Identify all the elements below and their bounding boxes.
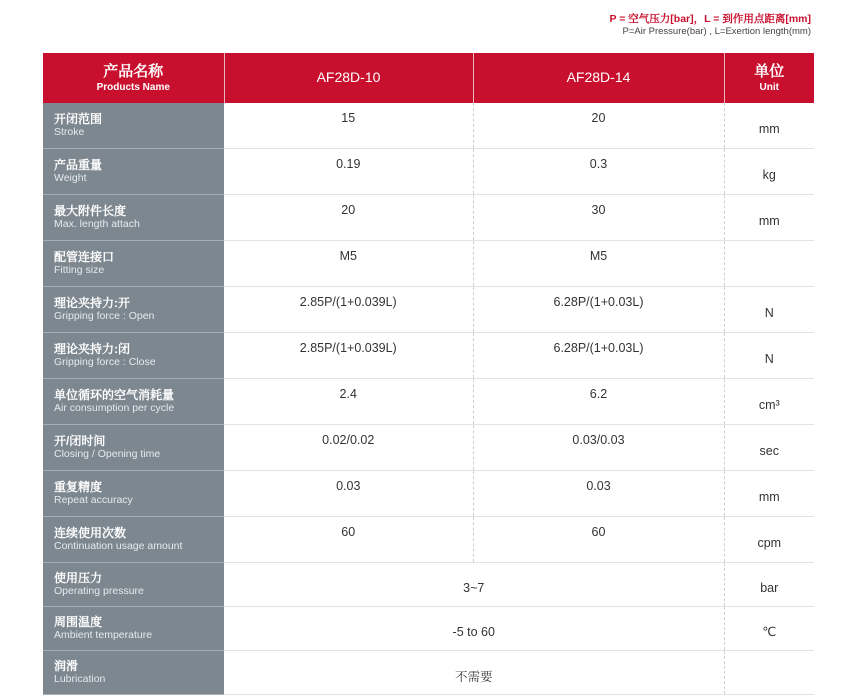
row-label-zh: 使用压力: [54, 571, 103, 585]
formula-note: [610, 13, 811, 38]
row-label-zh: 开闭范围: [54, 112, 103, 126]
row-unit: mm: [724, 195, 814, 241]
row-value-model-1: 60: [224, 517, 473, 563]
table-header-row: [43, 53, 814, 103]
row-value-model-2: 6.2: [473, 379, 724, 425]
row-label-en: Gripping force : Open: [54, 310, 155, 322]
row-unit: sec: [724, 425, 814, 471]
table-row: [43, 241, 814, 287]
row-unit: N: [724, 333, 814, 379]
row-value-shared: 3~7: [224, 563, 724, 607]
row-value-model-2: 0.03/0.03: [473, 425, 724, 471]
row-label-en: Air consumption per cycle: [54, 402, 175, 414]
row-label-zh: 理论夹持力:闭: [54, 342, 130, 356]
row-value-shared: 不需要: [224, 651, 724, 695]
row-label-en: Weight: [54, 172, 87, 184]
row-label-en: Ambient temperature: [54, 629, 153, 641]
row-value-model-2: 6.28P/(1+0.03L): [473, 333, 724, 379]
row-unit: cm³: [724, 379, 814, 425]
row-label: [43, 195, 224, 241]
row-unit: cpm: [724, 517, 814, 563]
row-value-model-2: 0.3: [473, 149, 724, 195]
row-value-model-2: 6.28P/(1+0.03L): [473, 287, 724, 333]
row-label-en: Continuation usage amount: [54, 540, 183, 552]
row-label-en: Lubrication: [54, 673, 106, 685]
row-label: [43, 379, 224, 425]
table-row: [43, 425, 814, 471]
row-label-zh: 润滑: [54, 659, 79, 673]
row-label: [43, 471, 224, 517]
table-row: [43, 333, 814, 379]
header-product-en: Products Name: [96, 81, 170, 93]
row-label-zh: 周围温度: [54, 615, 103, 629]
row-value-model-1: 0.02/0.02: [224, 425, 473, 471]
row-label: [43, 241, 224, 287]
row-label-en: Repeat accuracy: [54, 494, 133, 506]
row-value-model-1: 2.85P/(1+0.039L): [224, 287, 473, 333]
row-unit: [724, 241, 814, 287]
table-row: [43, 149, 814, 195]
table-row: [43, 287, 814, 333]
row-label: [43, 425, 224, 471]
row-value-model-2: 30: [473, 195, 724, 241]
row-unit: N: [724, 287, 814, 333]
header-product-zh: 产品名称: [103, 62, 164, 80]
row-label-zh: 配管连接口: [54, 250, 115, 264]
row-value-model-2: 60: [473, 517, 724, 563]
row-label: [43, 651, 224, 695]
row-label: [43, 287, 224, 333]
row-label: [43, 333, 224, 379]
table-row: [43, 195, 814, 241]
header-unit-zh: 单位: [754, 62, 785, 80]
row-value-model-1: 0.03: [224, 471, 473, 517]
header-model-1: [224, 53, 473, 103]
row-label-zh: 最大附件长度: [54, 204, 127, 218]
header-model-1-label: AF28D-10: [316, 69, 381, 85]
header-unit-en: Unit: [759, 81, 779, 93]
header-product-name: [43, 53, 224, 103]
header-model-2-label: AF28D-14: [566, 69, 631, 85]
row-unit: ℃: [724, 607, 814, 651]
spec-table: [43, 53, 814, 695]
row-value-model-1: 15: [224, 103, 473, 149]
table-row: [43, 379, 814, 425]
table-row: [43, 563, 814, 607]
row-value-model-2: M5: [473, 241, 724, 287]
row-label-en: Stroke: [54, 126, 85, 138]
row-unit: mm: [724, 103, 814, 149]
header-model-2: [473, 53, 724, 103]
header-unit: [724, 53, 814, 103]
row-value-model-1: 2.4: [224, 379, 473, 425]
row-unit: kg: [724, 149, 814, 195]
row-unit: [724, 651, 814, 695]
row-label-en: Max. length attach: [54, 218, 140, 230]
row-value-model-1: 20: [224, 195, 473, 241]
row-label: [43, 517, 224, 563]
row-label-zh: 开/闭时间: [54, 434, 106, 448]
row-unit: mm: [724, 471, 814, 517]
row-label-zh: 产品重量: [54, 158, 103, 172]
row-label-en: Fitting size: [54, 264, 105, 276]
row-value-model-2: 0.03: [473, 471, 724, 517]
row-label-en: Operating pressure: [54, 585, 144, 597]
row-label: [43, 607, 224, 651]
row-label-zh: 理论夹持力:开: [54, 296, 130, 310]
table-row: [43, 471, 814, 517]
row-label-en: Gripping force : Close: [54, 356, 156, 368]
formula-note-en: P=Air Pressure(bar) , L=Exertion length(mm): [622, 26, 811, 38]
row-value-model-1: M5: [224, 241, 473, 287]
row-value-model-2: 20: [473, 103, 724, 149]
row-label-zh: 连续使用次数: [54, 526, 127, 540]
row-value-model-1: 2.85P/(1+0.039L): [224, 333, 473, 379]
table-row: [43, 607, 814, 651]
row-label-en: Closing / Opening time: [54, 448, 161, 460]
row-value-shared: -5 to 60: [224, 607, 724, 651]
row-label: [43, 149, 224, 195]
row-label: [43, 563, 224, 607]
row-value-model-1: 0.19: [224, 149, 473, 195]
row-label-zh: 重复精度: [54, 480, 103, 494]
table-row: [43, 651, 814, 695]
table-row: [43, 517, 814, 563]
formula-note-zh: P = 空气压力[bar]，L = 到作用点距离[mm]: [609, 13, 811, 25]
row-unit: bar: [724, 563, 814, 607]
row-label-zh: 单位循环的空气消耗量: [54, 388, 175, 402]
table-row: [43, 103, 814, 149]
row-label: [43, 103, 224, 149]
